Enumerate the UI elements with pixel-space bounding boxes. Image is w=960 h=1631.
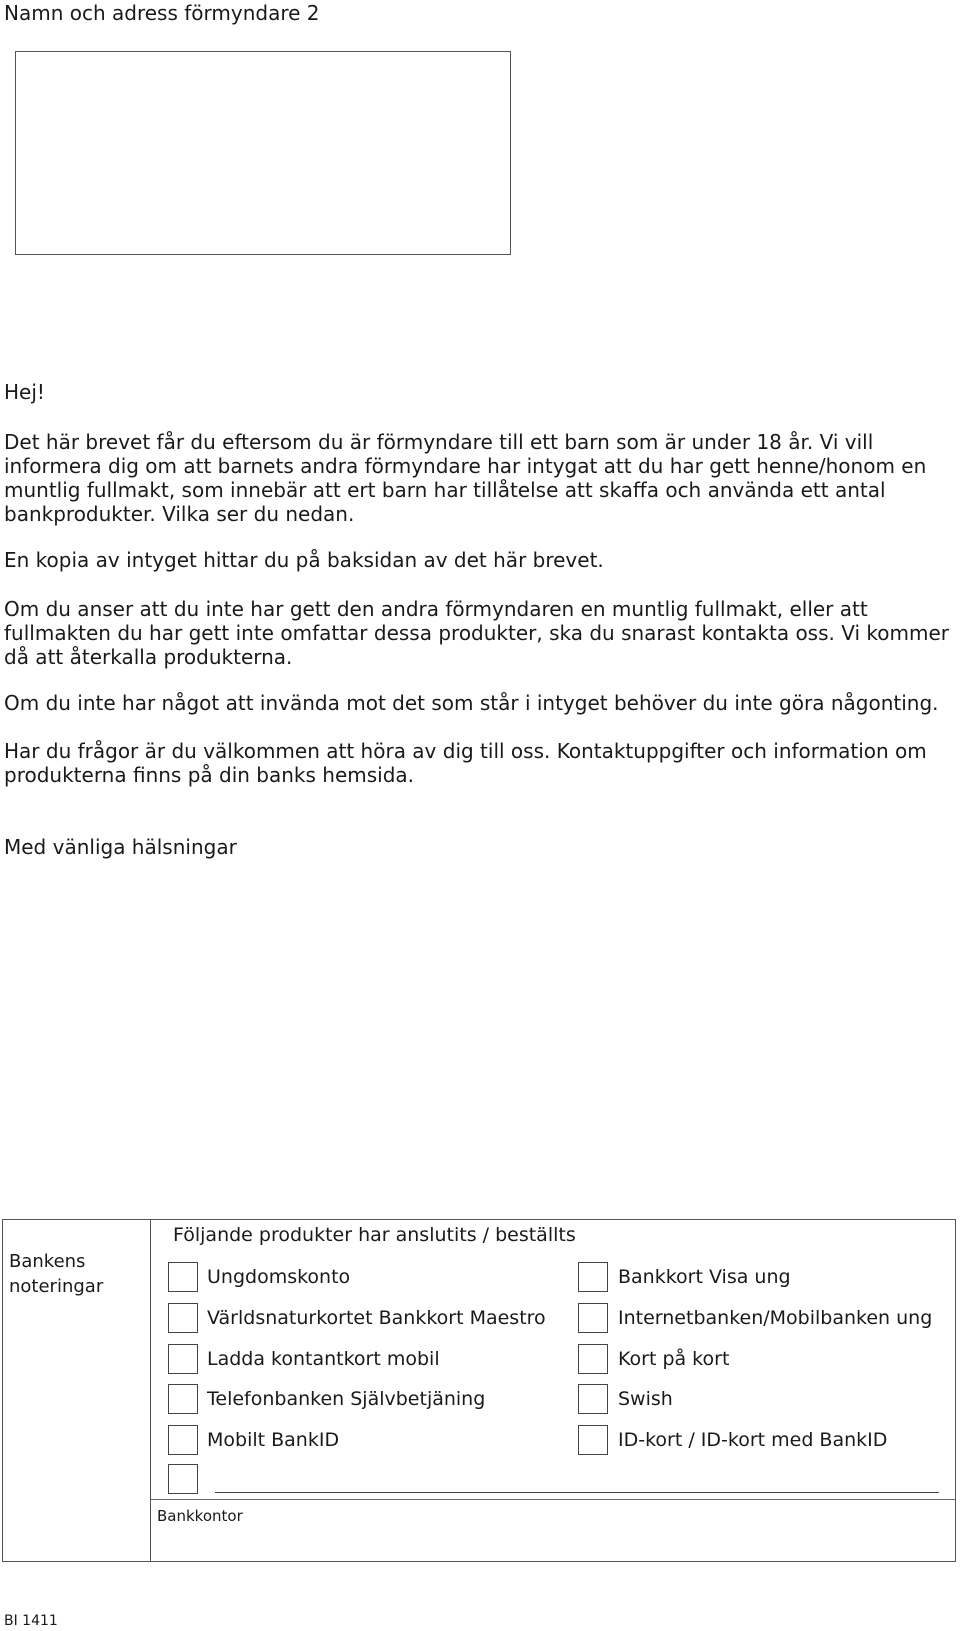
product-row [0,1344,960,1376]
bank-office-label: Bankkontor [157,1507,243,1525]
other-product-checkbox[interactable] [168,1464,198,1494]
product-label: Mobilt BankID [207,1429,340,1451]
product-row [0,1384,960,1416]
bank-notes-label-line: Bankens [9,1251,86,1272]
letter-closing: Med vänliga hälsningar [4,835,237,859]
guardian-address-heading: Namn och adress förmyndare 2 [4,1,320,25]
other-product-field[interactable] [215,1492,939,1493]
product-row [0,1425,960,1457]
letter-paragraph: Det här brevet får du eftersom du är förmyndare till ett barn som är under 18 år. Vi vill informera dig om att barnets andra förmyndare har intygat att du har gett henne/honom en muntlig fullmakt, som innebär att ert barn har tillåtelse att skaffa och använda ett antal bankprodukter. Vilka ser du nedan. [4,430,927,526]
product-label: Ungdomskonto [207,1266,351,1288]
guardian-address-field[interactable] [15,51,511,255]
letter-paragraph: Om du inte har något att invända mot det som står i intyget behöver du inte göra någonting. [4,691,939,715]
product-label: Ladda kontantkort mobil [207,1348,440,1370]
products-heading: Följande produkter har anslutits / beställts [173,1224,576,1246]
product-label: Swish [618,1388,673,1410]
letter-greeting: Hej! [4,380,45,404]
product-checkbox[interactable] [578,1303,608,1333]
product-label: Telefonbanken Självbetjäning [207,1388,486,1410]
product-checkbox[interactable] [578,1425,608,1455]
letter-paragraph: En kopia av intyget hittar du på baksidan av det här brevet. [4,548,604,572]
product-label: Kort på kort [618,1348,730,1370]
product-checkbox[interactable] [578,1262,608,1292]
product-checkbox[interactable] [578,1384,608,1414]
product-checkbox[interactable] [578,1344,608,1374]
letter-paragraph: Om du anser att du inte har gett den andra förmyndaren en muntlig fullmakt, eller att fullmakten du har gett inte omfattar dessa produkter, ska du snarast kontakta oss. Vi kommer då att återkalla produkterna. [4,597,949,669]
product-row [0,1303,960,1335]
product-label: Bankkort Visa ung [618,1266,791,1288]
bank-notes-label-line: noteringar [9,1276,104,1297]
form-code: BI 1411 [4,1613,58,1629]
product-row [0,1262,960,1294]
product-label: Internetbanken/Mobilbanken ung [618,1307,933,1329]
letter-paragraph: Har du frågor är du välkommen att höra av dig till oss. Kontaktuppgifter och information om produkterna finns på din banks hemsida. [4,739,927,787]
office-divider [151,1499,956,1500]
product-label: Världsnaturkortet Bankkort Maestro [207,1307,546,1329]
product-label: ID-kort / ID-kort med BankID [618,1429,888,1451]
